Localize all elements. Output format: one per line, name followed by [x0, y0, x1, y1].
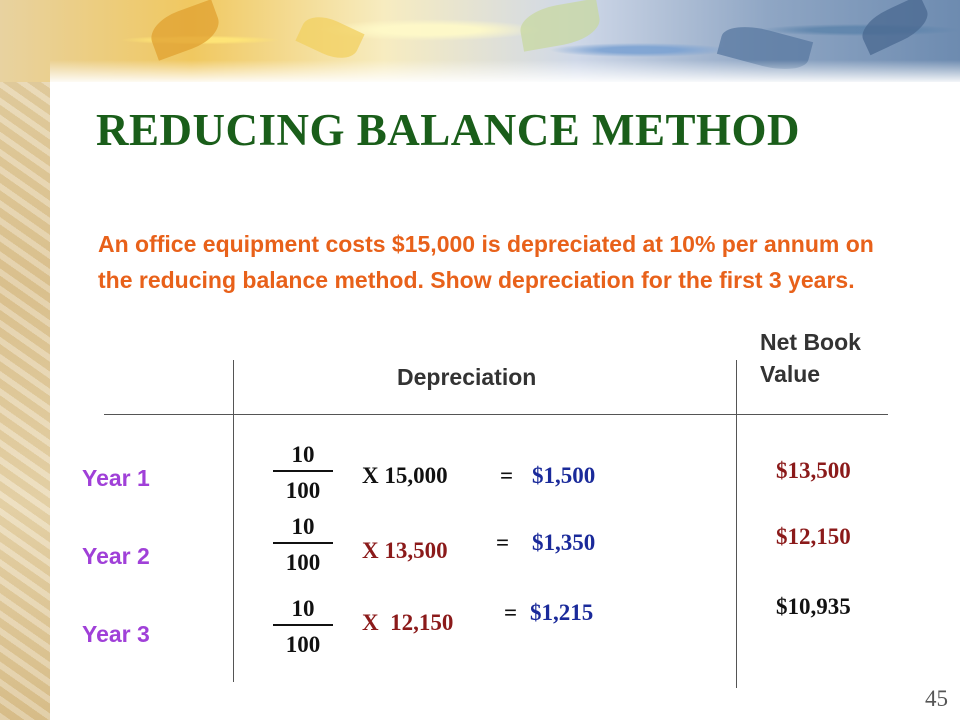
- year-label: Year 3: [82, 621, 150, 647]
- problem-statement: An office equipment costs $15,000 is depreciated at 10% per annum on the reducing balance method. Show depreciation for the first 3 years.: [98, 231, 874, 293]
- depreciation-amount: $1,350: [532, 530, 596, 555]
- net-book-value: $12,150: [776, 524, 851, 549]
- net-book-value-header: [760, 326, 861, 390]
- rate-fraction: [273, 514, 333, 576]
- rate-fraction: [273, 596, 333, 658]
- banner-fade: [50, 60, 960, 84]
- decorative-left-strip: [0, 0, 50, 720]
- net-book-value: $10,935: [776, 594, 851, 619]
- fraction-bar: [273, 624, 333, 626]
- table-header-divider: [104, 414, 888, 415]
- leaf-decoration: [145, 0, 224, 61]
- slide-title: REDUCING BALANCE METHOD: [96, 105, 801, 155]
- multiplier: X 12,150: [362, 610, 454, 635]
- fraction-numerator: 10: [291, 514, 315, 539]
- depreciation-amount: $1,215: [530, 600, 594, 625]
- equals-sign: =: [500, 463, 514, 488]
- fraction-denominator: 100: [285, 632, 321, 657]
- equals-sign: =: [496, 530, 510, 555]
- leaf-decoration: [295, 9, 364, 66]
- depreciation-amount: $1,500: [532, 463, 596, 488]
- fraction-denominator: 100: [285, 478, 321, 503]
- fraction-bar: [273, 470, 333, 472]
- year-label: Year 1: [82, 465, 150, 491]
- depreciation-header: Depreciation: [397, 364, 537, 390]
- table-column-divider-left: [233, 360, 234, 682]
- nbv-header-line1: Net Book: [760, 329, 861, 355]
- rate-fraction: [273, 442, 333, 504]
- nbv-header-line2: Value: [760, 361, 821, 387]
- multiplier: X 15,000: [362, 463, 448, 488]
- multiplier: X 13,500: [362, 538, 448, 563]
- fraction-numerator: 10: [291, 596, 315, 621]
- equals-sign: =: [504, 600, 518, 625]
- year-label: Year 2: [82, 543, 150, 569]
- net-book-value: $13,500: [776, 458, 851, 483]
- page-number: 45: [925, 686, 948, 711]
- fraction-numerator: 10: [291, 442, 315, 467]
- fraction-denominator: 100: [285, 550, 321, 575]
- table-column-divider-right: [736, 360, 737, 688]
- fraction-bar: [273, 542, 333, 544]
- leaf-decoration: [856, 0, 934, 55]
- leaf-decoration: [517, 0, 603, 52]
